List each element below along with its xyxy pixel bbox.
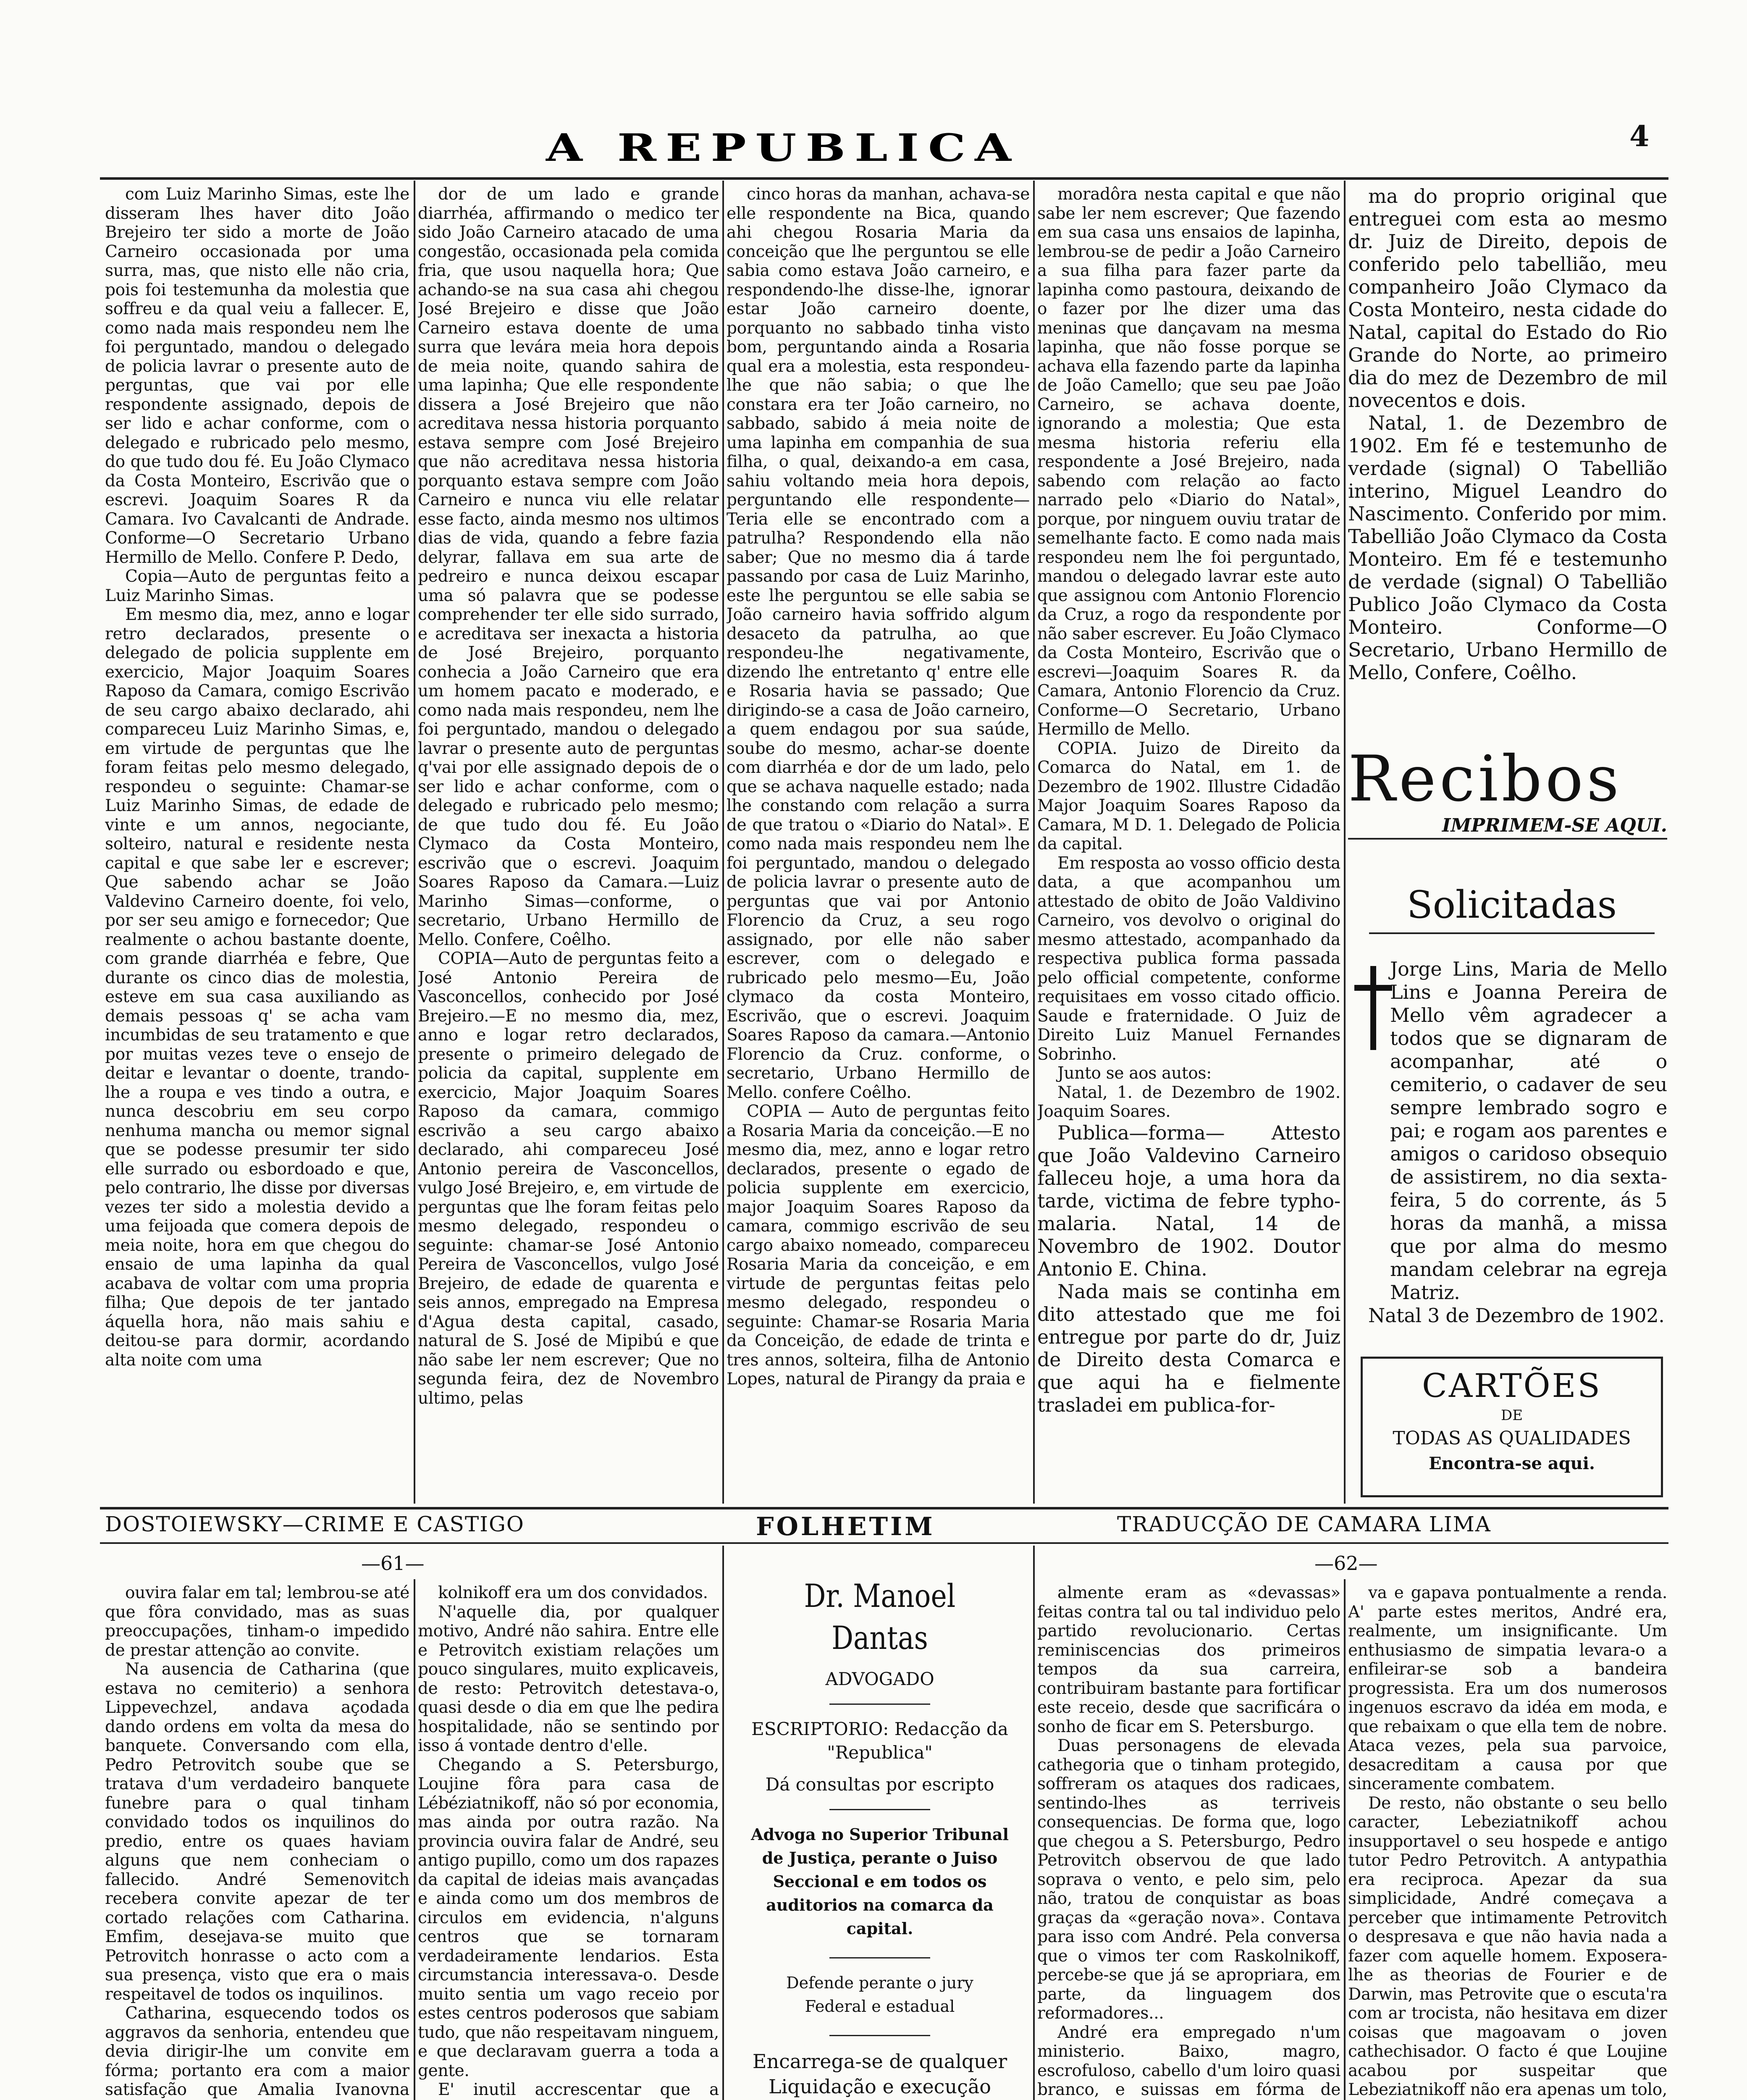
paragraph: André era empregado n'um ministerio. Baixo, magro, escrofuloso, cabello d'um loiro quasi branco, e suissas em fórma de	[1037, 2023, 1340, 2099]
dantas-jury: Defende perante o jury Federal e estadual	[786, 1974, 973, 2016]
cartoes-ad	[1361, 1357, 1663, 1497]
paragraph: Copia—Auto de perguntas feito a Luiz Marinho Simas.	[105, 567, 409, 605]
paragraph: COPIA—Auto de perguntas feito a José Antonio Pereira de Vasconcellos, conhecido por José Brejeiro.—E no mesmo dia, mez, anno e logar retro declarados, presente o primeiro delegado de policia da capital, supplente em exercicio, Major Joaquim Soares Raposo da camara, commigo escrivão a seu cargo abaixo declarado, ahi compareceu José Antonio pereira de Vasconcellos, vulgo José Brejeiro, e, em virtude de perguntas que lhe foram feitas pelo mesmo delegado, respondeu o seguinte: chamar-se José Antonio Pereira de Vasconcellos, vulgo José Brejeiro, de edade de quarenta e seis annos, empregado na Empresa d'Agua desta capital, casado, natural de S. José de Mipibú e que não sabe ler nem escrever; Que no segunda feira, dez de Novembro ultimo, pelas	[418, 949, 719, 1408]
folhetim-center-head: FOLHETIM	[756, 1512, 935, 1541]
paragraph: Catharina, esquecendo todos os aggravos da senhoria, entendeu que devia dirigir-lhe um convite em fórma; portanto era com a maior satisfação que Amalia Ivanovna	[105, 2004, 409, 2099]
paragraph: cinco horas da manhan, achava-se elle respondente na Bica, quando ahi chegou Rosaria Maria da conceição que lhe perguntou se elle sabia como estava João carneiro, e respondendo-lhe disse-lhe, ignorar estar João carneiro doente, porquanto no sabbado tinha visto bom, perguntando ainda a Rosaria qual era a molestia, esta respondeu-lhe que não sabia; o que lhe constara era ter João carneiro, no sabbado, sabido á meia noite de uma lapinha em companhia de sua filha, o qual, deixando-a em casa, sahiu voltando meia hora depois, perguntando elle respondente—Teria elle se encontrado com a patrulha? Respondendo ella não saber; Que no mesmo dia á tarde passando por casa de Luiz Marinho, este lhe perguntou se elle sabia se João carneiro havia soffrido algum desaceto da patrulha, ao que respondeu-lhe negativamente, dizendo lhe entretanto q' entre elle e Rosaria havia se passado; Que dirigindo-se a casa de João carneiro, a quem endagou por sua saúde, soube do mesmo, achar-se doente com diarrhéa e dor de um lado, pelo que se achava naquelle estado; nada lhe constando com relação a surra de que tratou o «Diario do Natal». E como nada mais respondeu nem lhe foi perguntado, mandou o delegado de policia lavrar o presente auto de perguntas que vai por Antonio Florencio da Cruz, a seu rogo assignado, por elle não saber escrever, com o delegado e rubricado pelo mesmo—Eu, João clymaco da costa Monteiro, Escrivão, que o escrevi. Joaquim Soares Raposo da camara.—Antonio Florencio da Cruz. conforme, o secretario, Urbano Hermillo de Mello. confere Coêlho.	[727, 185, 1030, 1102]
page-number: 4	[1629, 120, 1650, 153]
article-column-2	[418, 185, 719, 1504]
ad-rule	[829, 2035, 930, 2036]
column-rule	[722, 181, 724, 1504]
paragraph: Natal 3 de Dezembro de 1902.	[1368, 1304, 1665, 1327]
paragraph: kolnikoff era um dos convidados.	[438, 1583, 708, 1602]
folhetim-rule	[100, 1507, 1668, 1509]
column-rule	[1344, 1579, 1346, 2100]
ad-rule	[829, 1957, 930, 1958]
recibos-title: Recibos	[1348, 743, 1622, 816]
paragraph: Natal, 1. de Dezembro de 1902. Em fé e testemunho de verdade (signal) O Tabellião interino, Miguel Leandro do Nascimento. Conferido por mim. Tabellião João Clymaco da Costa Monteiro. Em fé e testemunho de verdade (signal) O Tabellião Publico João Clymaco da Costa Monteiro. Conforme—O Secretario, Urbano Hermillo de Mello, Confere, Coêlho.	[1348, 412, 1667, 684]
paragraph: Publica—forma— Attesto que João Valdevino Carneiro falleceu hoje, a uma hora da tarde, victima de febre typho-malaria. Natal, 14 de Novembro de 1902. Doutor Antonio E. China.	[1037, 1121, 1340, 1280]
article-column-4	[1037, 185, 1340, 1504]
cartoes-line: TODAS AS QUALIDADES	[1393, 1428, 1631, 1449]
paragraph: Em mesmo dia, mez, anno e logar retro declarados, presente o delegado de policia supplente em exercicio, Major Joaquim Soares Raposo da Camara, comigo Escrivão de seu cargo abaixo declarado, ahi compareceu Luiz Marinho Simas, e, em virtude de perguntas que lhe foram feitas pelo mesmo delegado, respondeu o seguinte: Chamar-se Luiz Marinho Simas, de edade de vinte e um annos, negociante, solteiro, natural e residente nesta capital e que sabe ler e escrever; Que sabendo achar se João Valdevino Carneiro doente, foi velo, por ser seu amigo e fornecedor; Que realmente o achou bastante doente, com grande diarrhéa e febre, Que durante os cinco dias de molestia, esteve em sua casa auxiliando as demais pessoas q' se acha vam incumbidas de seu tratamento e que por muitas vezes teve o ensejo de deitar e levantar o doente, trando-lhe a roupa e ves tindo a outra, e nunca descobriu em seu corpo nenhuma mancha ou memor signal que se podesse presumir ter sido elle surrado ou esbordoado e que, pelo contrario, lhe disse por diversas vezes ter sido a molestia devido a uma feijoada que comera depois de meia noite, hora em que chegou do ensaio de uma lapinha da qual acabava de voltar com uma propria filha; Que depois de ter jantado áquella hora, não mais sahiu e deitou-se para dormir, acordando alta noite com uma	[105, 605, 409, 1370]
paragraph: E' inutil accrescentar que a	[438, 2080, 719, 2099]
paragraph: N'aquelle dia, por qualquer motivo, André não sahira. Entre elle e Petrovitch existiam relações um pouco singulares, muito explicaveis, de resto: Petrovitch detestava-o, quasi desde o dia em que lhe pedira hospitalidade, não se sentindo por isso á vontade dentro d'elle.	[418, 1602, 719, 1755]
paragraph: almente eram as «devassas» feitas contra tal ou tal individuo pelo partido revolucionario. Certas reminiscencias dos primeiros tempos da sua carreira, contribuiram bastante para fortificar este receio, desde que sacrificára o sonho de ficar em S. Petersburgo.	[1037, 1583, 1340, 1736]
dantas-liquid: Encarrega-se de qualquer Liquidação e execução	[752, 2050, 1007, 2098]
paragraph: Natal, 1. de Dezembro de 1902. Joaquim Soares.	[1037, 1083, 1340, 1121]
paragraph: va e gapava pontualmente a renda. A' parte estes meritos, André era, realmente, um insignificante. Um enthusiasmo de simpatia levara-o a enfileirar-se sob a bandeira progressista. Era um dos numerosos ingenuos escravo da idéa em moda, e que rebaixam o que ella tem de nobre. Ataca vezes, pela sua parvoice, desacreditam a causa por que sinceramente combatem.	[1348, 1583, 1667, 1793]
masthead-title: A REPUBLICA	[546, 126, 1021, 170]
ad-rule	[829, 1704, 930, 1705]
solicitadas-title: Solicitadas	[1407, 883, 1617, 927]
paragraph: ma do proprio original que entreguei com esta ao mesmo dr. Juiz de Direito, depois de conferido pelo tabellião, meu companheiro João Clymaco da Costa Monteiro, nesta cidade do Natal, capital do Estado do Rio Grande do Norte, ao primeiro dia do mez de Dezembro de mil novecentos e dois.	[1348, 185, 1667, 412]
column-rule	[1033, 1546, 1035, 2100]
article-column-1	[105, 185, 409, 1504]
dantas-office: ESCRIPTORIO: Redacção da "Republica"	[751, 1719, 1008, 1763]
paragraph: Em resposta ao vosso officio desta data, a que acompanhou um attestado de obito de João Valdivino Carneiro, vos devolvo o original do mesmo attestado, acompanhado da respectiva publica forma passada pelo official competente, conforme requisitaes em vosso citado officio. Saude e fraternidade. O Juiz de Direito Luiz Manuel Fernandes Sobrinho.	[1037, 853, 1340, 1064]
folhetim-page-right: —62—	[1314, 1552, 1378, 1575]
dantas-role: ADVOGADO	[825, 1669, 934, 1689]
article-column-5	[1348, 185, 1667, 735]
folhetim-column-4	[1037, 1583, 1340, 2100]
paragraph: Duas personagens de elevada cathegoria que o tinham protegido, soffreram os ataques dos radicaes, sentindo-lhes as terriveis consequencias. De forma que, logo que chegou a S. Petersburgo, Pedro Petrovitch observou de que lado soprava o vento, e pelo sim, pelo não, tratou de conquistar as boas graças da «geração nova». Contava para isso com André. Pela conversa que o vimos ter com Raskolnikoff, percebe-se que já se apropriara, em parte, da linguagem dos reformadores...	[1037, 1736, 1340, 2023]
paragraph: De resto, não obstante o seu bello caracter, Lebeziatnikoff achou insupportavel o seu hospede e antigo tutor Pedro Petrovitch. A antypathia era reciproca. Apezar da sua simplicidade, André começava a perceber que intimamente Petrovitch o despresava e que não havia nada a fazer com aquelle homem. Exposera-lhe as theorias de Fourier e de Darwin, mas Petrovite que o escuta'ra com ar trocista, não hesitava em dizer coisas que magoavam o joven cathechisador. O facto é que Loujine acabou por suspeitar que Lebeziatnikoff não era apenas um tolo,	[1348, 1793, 1667, 2099]
folhetim-column-1	[105, 1583, 409, 2100]
masthead-rule	[100, 177, 1668, 180]
column-rule	[414, 1579, 415, 2100]
article-column-3	[727, 185, 1030, 1504]
recibos-subtitle: IMPRIMEM-SE AQUI.	[1348, 815, 1667, 840]
folhetim-left-head: DOSTOIEWSKY—CRIME E CASTIGO	[105, 1512, 525, 1536]
paragraph: Nada mais se continha em dito attestado que me foi entregue por parte do dr, Juiz de Direito desta Comarca e que aqui ha e fielmente trasladei em publica-for-	[1037, 1280, 1340, 1416]
paragraph: Jorge Lins, Maria de Mello Lins e Joanna Pereira de Mello vêm agradecer a todos que se dignaram de acompanhar, até o cemiterio, o cadaver de seu sempre lembrado sogro e pai; e rogam aos parentes e amigos o caridoso obsequio de assistirem, no dia sexta-feira, 5 do corrente, ás 5 horas da manhã, a missa que por alma do mesmo mandam celebrar na egreja Matriz.	[1390, 958, 1667, 1304]
recibos-ad	[1348, 743, 1667, 878]
dantas-ad	[731, 1567, 1029, 2100]
solicitadas-text	[1348, 958, 1667, 1352]
column-rule	[414, 181, 415, 1504]
cartoes-de: DE	[1500, 1407, 1523, 1424]
paragraph: moradôra nesta capital e que não sabe ler nem escrever; Que fazendo em sua casa uns ensaios de lapinha, lembrou-se de pedir a João Carneiro a sua filha para fazer parte da lapinha como pastoura, deixando de o fazer por lhe dizer uma das meninas que dançavam na mesma lapinha, que não fosse porque se achava ella fazendo parte da lapinha de João Camello; que seu pae João Carneiro, se achava doente, ignorando a molestia; Que esta mesma historia referiu ella respondente a José Brejeiro, nada sabendo com relação ao facto narrado pelo «Diario do Natal», porque, por ninguem ouviu tratar de semelhante facto. E como nada mais respondeu nem lhe foi perguntado, mandou o delegado lavrar este auto que assignou com Antonio Florencio da Cruz, a rogo da respondente por não saber escrever. Eu João Clymaco da Costa Monteiro, Escrivão que o escrevi—Joaquim Soares R. da Camara, Antonio Florencio da Cruz. Conforme—O Secretario, Urbano Hermillo de Mello.	[1037, 185, 1340, 739]
paragraph: Junto se aos autos:	[1057, 1064, 1212, 1083]
paragraph: Na ausencia de Catharina (que estava no cemiterio) a senhora Lippevechzel, andava açodada dando ordens em volta da mesa do banquete. Conversando com ella, Pedro Petrovitch soube que se tratava d'um verdadeiro banquete funebre para o qual tinham convidado todos os inquilinos do predio, entre os quaes haviam alguns que nem conheciam o fallecido. André Semenovitch recebera convite apezar de ter cortado relações com Catharina. Emfim, desejava-se muito que Petrovitch honrasse o acto com a sua presença, visto que era o mais respeitavel de todos os inquilinos.	[105, 1660, 409, 2004]
folhetim-column-5	[1348, 1583, 1667, 2100]
paragraph: COPIA. Juizo de Direito da Comarca do Natal, em 1. de Dezembro de 1902. Illustre Cidadão Major Joaquim Soares Raposo da Camara, M D. 1. Delegado de Policia da capital.	[1037, 739, 1340, 853]
column-rule	[1344, 181, 1346, 1504]
folhetim-column-2	[418, 1583, 719, 2100]
solicitadas-rule	[1369, 932, 1655, 934]
folhetim-page-left: —61—	[361, 1552, 425, 1575]
paragraph: dor de um lado e grande diarrhéa, affirmando o medico ter sido João Carneiro atacado de uma congestão, occasionada pela comida fria, que usou naquella hora; Que achando-se na sua casa ahi chegou José Brejeiro e disse que João Carneiro estava doente de uma surra que levára meia hora depois de meia noite, quando sahira de uma lapinha; Que elle respondente dissera a José Brejeiro que não acreditava nessa historia porquanto estava sempre com José Brejeiro que não acreditava nessa historia porquanto estava sempre com João Carneiro e nunca viu elle relatar esse facto, ainda mesmo nos ultimos dias de vida, quando a febre fazia delyrar, fallava em sua arte de pedreiro e nunca deixou escapar uma só palavra que se podesse comprehender ter elle sido surrado, e acreditava ser inexacta a historia de José Brejeiro, porquanto conhecia a João Carneiro que era um homem pacato e moderado, e como nada mais respondeu, nem lhe foi perguntado, mandou o delegado lavrar o presente auto de perguntas q'vai por elle assignado depois de o ser lido e achar conforme, com o delegado e rubricado pelo mesmo; de que tudo dou fé. Eu João Clymaco da Costa Monteiro, escrivão que o escrevi. Joaquim Soares Raposo da Camara.—Luiz Marinho Simas—conforme, o secretario, Urbano Hermillo de Mello. Confere, Coêlho.	[418, 185, 719, 949]
folhetim-right-head: TRADUCÇÃO DE CAMARA LIMA	[1117, 1512, 1491, 1536]
column-rule	[722, 1546, 724, 2100]
folhetim-rule	[100, 1542, 1668, 1544]
paragraph: ouvira falar em tal; lembrou-se até que fôra convidado, mas as suas preoccupações, tinham-o impedido de prestar attenção ao convite.	[105, 1583, 409, 1660]
paragraph: com Luiz Marinho Simas, este lhe disseram lhes haver dito João Brejeiro ter sido a morte de João Carneiro occasionada por uma surra, mas, que nisto elle não cria, pois foi testemunha da molestia que soffreu e da qual veiu a fallecer. E, como nada mais respondeu nem lhe foi perguntado, mandou o delegado de policia lavrar o presente auto de perguntas, que vai por elle respondente assignado, depois de ser lido e achar conforme, com o delegado e rubricado pelo mesmo, do que tudo dou fé. Eu João Clymaco da Costa Monteiro, Escrivão que o escrevi. Joaquim Soares R da Camara. Ivo Cavalcanti de Andrade. Conforme—O Secretario Urbano Hermillo de Mello. Confere P. Dedo,	[105, 185, 409, 567]
column-rule	[1033, 181, 1035, 1504]
dantas-advoga: Advoga no Superior Tribunal de Justiça, perante o Juiso Seccional e em todos os auditorios na comarca da capital.	[751, 1825, 1009, 1938]
cartoes-footer: Encontra-se aqui.	[1429, 1454, 1595, 1473]
paragraph: COPIA — Auto de perguntas feito a Rosaria Maria da conceição.—E no mesmo dia, mez, anno e logar retro declarados, presente o egado de policia supplente em exercicio, major Joaquim Soares Raposo da camara, commigo escrivão de seu cargo abaixo nomeado, compareceu Rosaria Maria da conceição, e em virtude de perguntas feitas pelo mesmo delegado, respondeu o seguinte: Chamar-se Rosaria Maria da Conceição, de edade de trinta e tres annos, solteira, filha de Antonio Lopes, natural de Pirangy da praia e	[727, 1102, 1030, 1389]
ad-rule	[829, 1809, 930, 1810]
cartoes-title: CARTÕES	[1422, 1367, 1602, 1405]
dantas-name: Dr. Manoel Dantas	[804, 1577, 956, 1656]
dantas-consult: Dá consultas por escripto	[765, 1774, 994, 1795]
paragraph: Chegando a S. Petersburgo, Loujine fôra para casa de Lébéziatnikoff, não só por economia, mas ainda por outra razão. Na provincia ouvira falar de André, seu antigo pupillo, como um dos rapazes da capital de ideias mais avançadas e ainda como um dos membros de circulos em evidencia, n'alguns centros que se tornaram verdadeiramente lendarios. Esta circumstancia interessava-o. Desde muito sentia um vago receio por estes centros poderosos que sabiam tudo, que não respeitavam ninguem, e que declaravam guerra a toda a gente.	[418, 1755, 719, 2080]
